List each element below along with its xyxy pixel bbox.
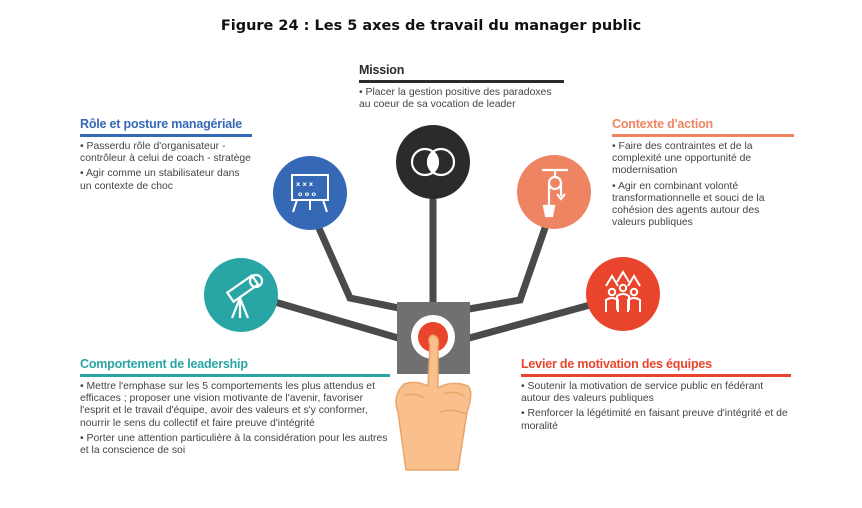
contexte-list	[612, 141, 794, 229]
list-item: • Agir comme un stabilisateur dans un contexte de choc	[80, 168, 252, 192]
list-item: • Soutenir la motivation de service public en fédérant autour des valeurs publiques	[521, 381, 791, 405]
comportement-heading: Comportement de leadership	[80, 357, 390, 377]
role-block	[80, 117, 252, 196]
role-list	[80, 141, 252, 193]
figure-title: Figure 24 : Les 5 axes de travail du manager public	[220, 18, 642, 34]
svg-text:o o o: o o o	[298, 190, 316, 198]
role-heading: Rôle et posture managériale	[80, 117, 252, 137]
list-item: • Passerdu rôle d'organisateur - contrôleur à celui de coach - stratège	[80, 141, 252, 165]
comportement-node	[204, 258, 278, 332]
levier-node	[586, 257, 660, 331]
list-item: • Agir en combinant volonté transformationnelle et souci de la cohésion des agents autour des valeurs publiques	[612, 181, 794, 230]
contexte-node	[517, 155, 591, 229]
mission-block	[359, 63, 564, 114]
contexte-heading: Contexte d'action	[612, 117, 794, 137]
list-item: • Mettre l'emphase sur les 5 comportements les plus attendus et efficaces ; proposer une vision motivante de l'avenir, favoriser l'esprit et le travail d'équipe, avoir des valeurs et s'y conformer, nourrir le sens du collectif et faire preuve d'intégrité	[80, 381, 390, 430]
connector-contexte	[452, 228, 545, 312]
mission-list	[359, 87, 564, 111]
center-hub	[396, 302, 471, 470]
svg-text:x x x: x x x	[296, 180, 314, 188]
contexte-block	[612, 117, 794, 232]
list-item: • Placer la gestion positive des paradoxes au coeur de sa vocation de leader	[359, 87, 564, 111]
list-item: • Faire des contraintes et de la complexité une opportunité de modernisation	[612, 141, 794, 178]
list-item: • Porter une attention particulière à la considération pour les autres et la conscience de soi	[80, 433, 390, 457]
mission-node	[396, 125, 470, 199]
levier-block	[521, 357, 791, 436]
list-item: • Renforcer la légétimité en faisant preuve d'intégrité et de moralité	[521, 408, 791, 432]
mission-heading: Mission	[359, 63, 564, 83]
comportement-block	[80, 357, 390, 460]
levier-heading: Levier de motivation des équipes	[521, 357, 791, 377]
role-node	[273, 156, 347, 230]
levier-list	[521, 381, 791, 433]
comportement-list	[80, 381, 390, 457]
connector-role	[318, 226, 418, 312]
